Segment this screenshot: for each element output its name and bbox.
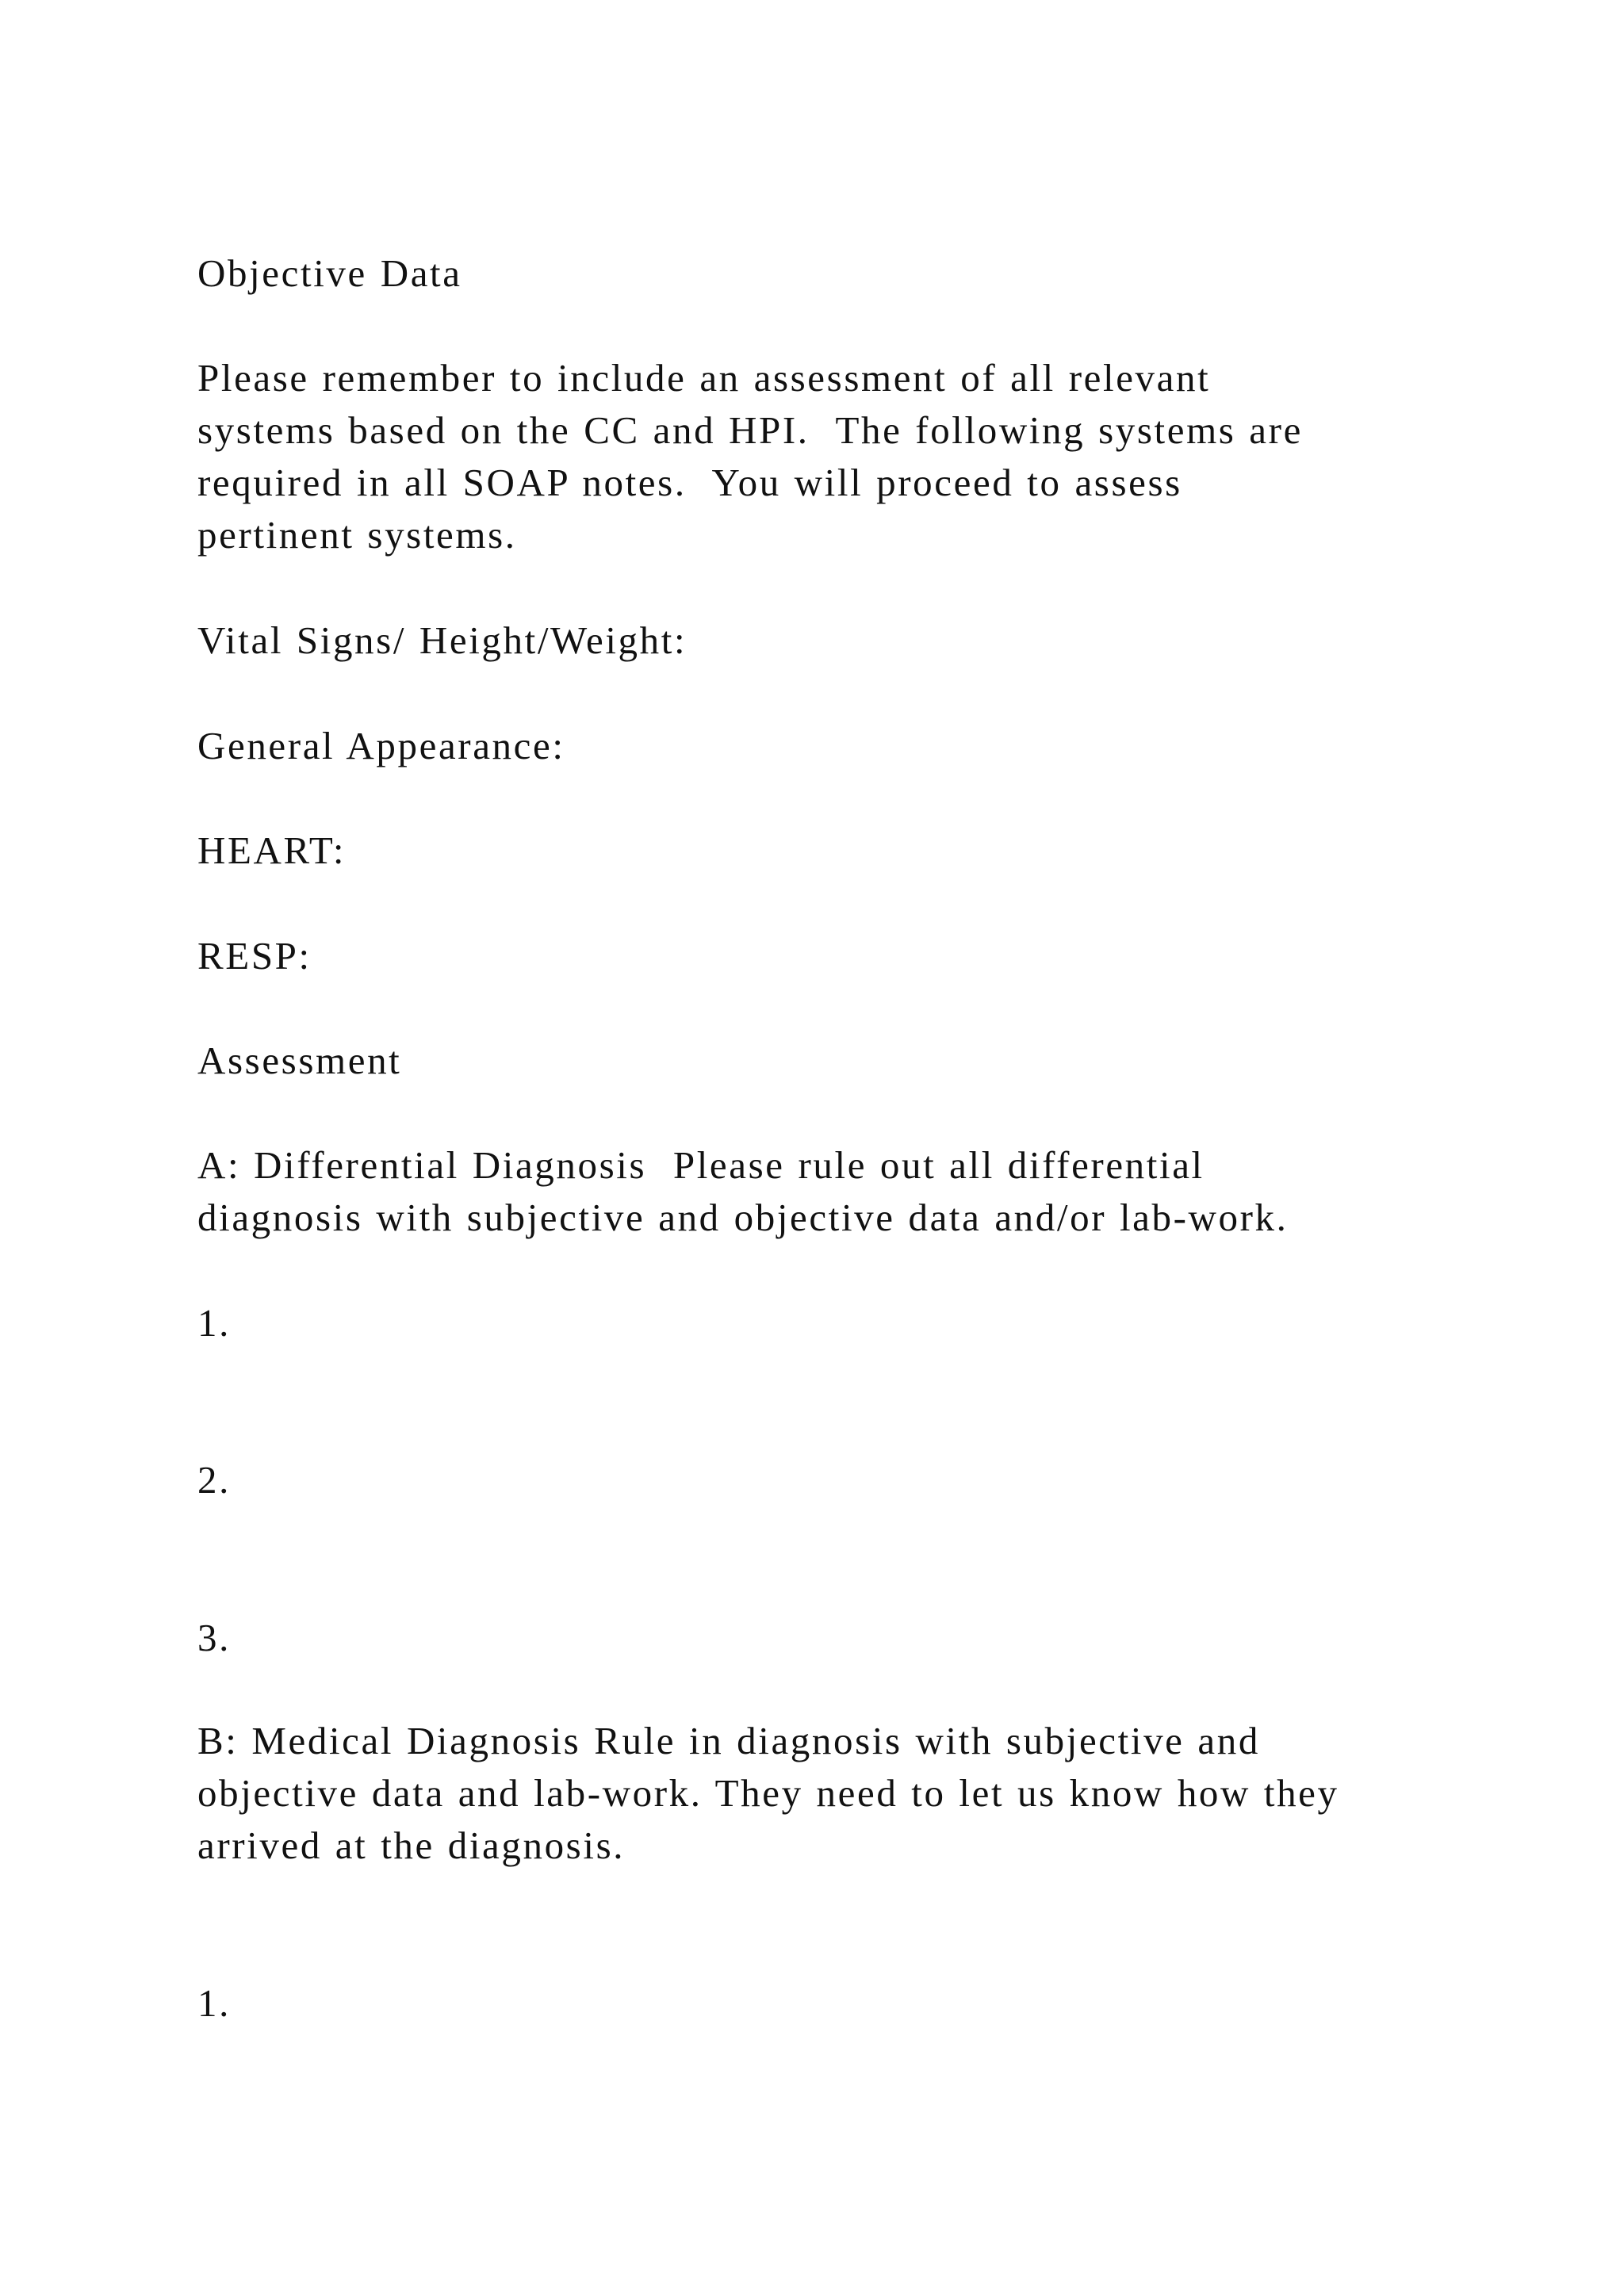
differential-item-2: 2. — [197, 1458, 231, 1502]
medical-item-1: 1. — [197, 1981, 231, 2025]
general-appearance-label: General Appearance: — [197, 724, 565, 767]
heart-label: HEART: — [197, 828, 347, 872]
resp-label: RESP: — [197, 934, 312, 978]
differential-item-3: 3. — [197, 1616, 231, 1659]
intro-line-3: required in all SOAP notes. You will proceed to assess — [197, 461, 1182, 504]
differential-item-1: 1. — [197, 1301, 231, 1345]
assessment-heading: Assessment — [197, 1039, 402, 1082]
differential-line-1: A: Differential Diagnosis Please rule out all differential — [197, 1143, 1205, 1187]
intro-line-2: systems based on the CC and HPI. The following systems are — [197, 408, 1303, 452]
medical-line-1: B: Medical Diagnosis Rule in diagnosis with subjective and — [197, 1719, 1260, 1762]
objective-data-heading: Objective Data — [197, 251, 462, 295]
vital-signs-label: Vital Signs/ Height/Weight: — [197, 618, 688, 662]
medical-line-3: arrived at the diagnosis. — [197, 1823, 626, 1867]
intro-line-4: pertinent systems. — [197, 513, 517, 557]
medical-line-2: objective data and lab-work. They need to let us know how they — [197, 1771, 1339, 1815]
differential-line-2: diagnosis with subjective and objective data and/or lab-work. — [197, 1196, 1289, 1239]
intro-line-1: Please remember to include an assessment of all relevant — [197, 356, 1211, 400]
